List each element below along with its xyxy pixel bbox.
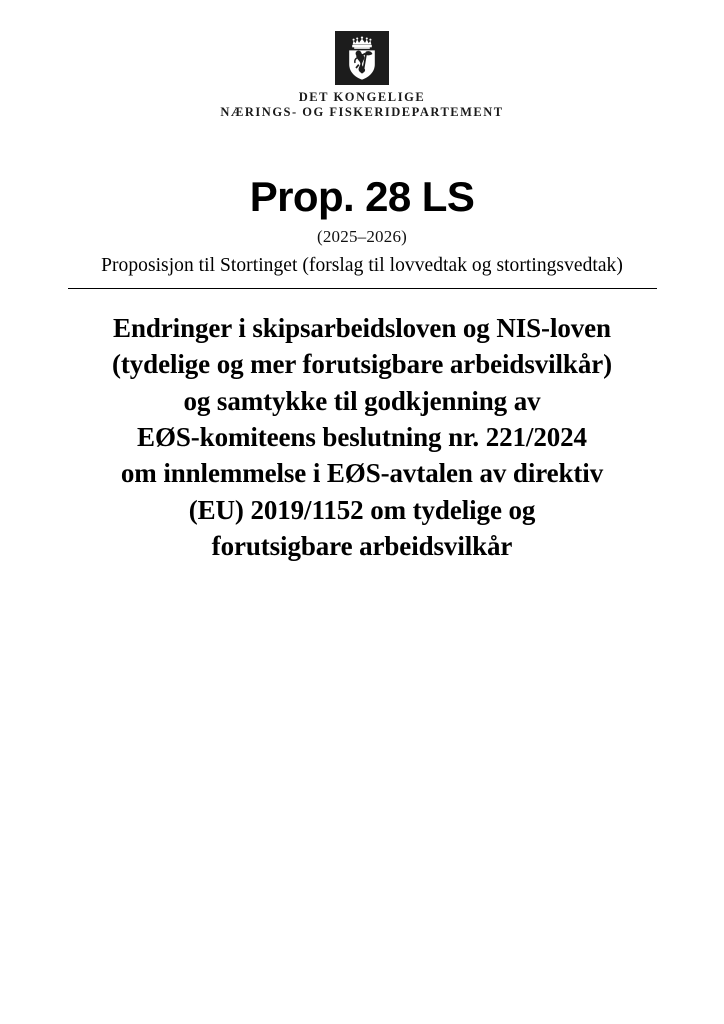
department-line-royal: DET KONGELIGE bbox=[298, 90, 426, 104]
page-title-line: EØS-komiteens beslutning nr. 221/2024 bbox=[137, 422, 587, 453]
norwegian-coat-of-arms-icon bbox=[335, 31, 389, 85]
department-line-ministry: NÆRINGS- OG FISKERIDEPARTEMENT bbox=[220, 104, 504, 119]
page-title-line: (EU) 2019/1152 om tydelige og bbox=[188, 494, 536, 525]
masthead bbox=[0, 0, 724, 120]
department-name bbox=[0, 90, 724, 120]
proposition-kind: Proposisjon til Stortinget (forslag til lovvedtak og stortingsvedtak) bbox=[101, 254, 623, 276]
header-divider-rule bbox=[68, 288, 657, 290]
page-title-line: og samtykke til godkjenning av bbox=[183, 385, 541, 416]
page-title-line: (tydelige og mer forutsigbare arbeidsvilkår) bbox=[111, 349, 613, 380]
page-title-line: forutsigbare arbeidsvilkår bbox=[211, 530, 513, 561]
proposition-session: (2025–2026) bbox=[316, 226, 408, 246]
page-title bbox=[62, 310, 662, 564]
proposition-block bbox=[0, 172, 724, 277]
page-title-line: om innlemmelse i EØS-avtalen av direktiv bbox=[120, 458, 604, 489]
proposition-number: Prop. 28 LS bbox=[249, 172, 475, 220]
page-title-line: Endringer i skipsarbeidsloven og NIS-loven bbox=[113, 313, 611, 344]
